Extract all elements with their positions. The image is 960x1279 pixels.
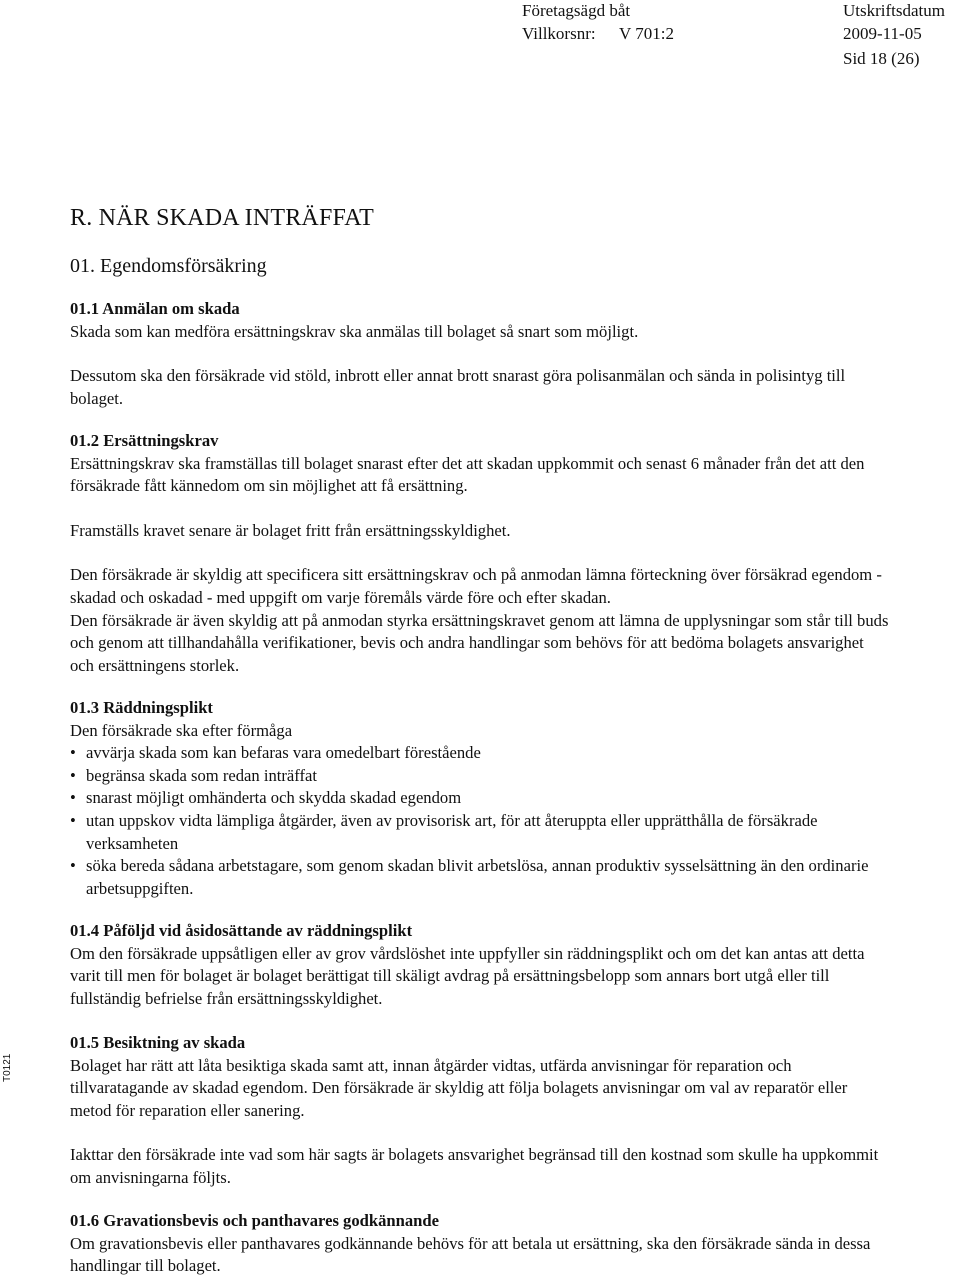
paragraph: Iakttar den försäkrade inte vad som här sagts är bolagets ansvarighet begränsad till den kostnad som skulle ha uppkommit om anvisningarna följts. — [70, 1145, 879, 1187]
bullet-icon: • — [70, 765, 76, 785]
bullet-icon: • — [70, 743, 76, 763]
terms-value: V 701:2 — [619, 24, 674, 43]
section-01-4 — [70, 920, 890, 1010]
list-item-text: utan uppskov vidta lämpliga åtgärder, även av provisorisk art, för att återuppta eller upprätthålla de försäkrade verksamheten — [86, 810, 818, 853]
bullet-icon: • — [70, 810, 76, 830]
print-date-value: 2009-11-05 — [843, 24, 922, 43]
list-item-text: snarast möjligt omhänderta och skydda skadad egendom — [86, 788, 462, 808]
list-item-text: begränsa skada som redan inträffat — [86, 765, 317, 785]
section-heading: 01.1 Anmälan om skada — [70, 299, 240, 318]
list-item — [70, 742, 890, 765]
list-item — [70, 787, 890, 810]
company-label: Företagsägd båt — [522, 1, 631, 20]
section-01-1 — [70, 298, 890, 410]
list-item-text: söka bereda sådana arbetstagare, som genom skadan blivit arbetslösa, annan produktiv sysselsättning än den ordinarie arbetsuppgiften. — [86, 856, 869, 898]
paragraph: Om gravationsbevis eller panthavares godkännande behövs för att betala ut ersättning, ska den försäkrade sända in dessa handlingar till bolaget. — [70, 1233, 871, 1276]
list-item — [70, 765, 890, 788]
paragraph: Den försäkrade är även skyldig att på anmodan styrka ersättningskravet genom att lämna de upplysningar som står till buds och genom att tillhandahålla verifikationer, bevis och andra handlingar som behövs för att bedöma bolagets ansvarighet och ersättningens storlek. — [70, 610, 889, 675]
section-heading: 01.6 Gravationsbevis och panthavares godkännande — [70, 1211, 439, 1230]
section-01-2 — [70, 430, 890, 677]
paragraph: Ersättningskrav ska framställas till bolaget snarast efter det att skadan uppkommit och senast 6 månader från det att den försäkrade fått kännedom om sin möjlighet att få ersättning. — [70, 453, 865, 496]
paragraph: Skada som kan medföra ersättningskrav ska anmälas till bolaget så snart som möjligt. — [70, 321, 639, 341]
paragraph: Den försäkrade ska efter förmåga — [70, 720, 293, 740]
paragraph: Dessutom ska den försäkrade vid stöld, inbrott eller annat brott snarast göra polisanmälan och sända in polisintyg till bolaget. — [70, 366, 846, 408]
paragraph: Den försäkrade är skyldig att specificera sitt ersättningskrav och på anmodan lämna förteckning över försäkrad egendom - skadad och oskadad - med uppgift om varje föremåls värde före och efter skadan. — [70, 565, 882, 607]
paragraph: Bolaget har rätt att låta besiktiga skada samt att, innan åtgärder vidtas, utfärda anvisningar för reparation och tillvaratagande av skadad egendom. Den försäkrade är skyldig att följa bolagets anvisningar om val av reparatör eller metod för reparation eller sanering. — [70, 1055, 848, 1120]
bullet-icon: • — [70, 856, 76, 876]
paragraph: Om den försäkrade uppsåtligen eller av grov vårdslöshet inte uppfyller sin räddningsplikt och om det kan antas att detta varit till men för bolaget är bolaget berättigat till skäligt avdrag på ersättningsbelopp som annars bort utgå eller till fullständig befrielse från ersättningsskyldighet. — [70, 943, 865, 1008]
section-heading: 01.5 Besiktning av skada — [70, 1033, 246, 1052]
document-code: T0121 — [2, 1053, 13, 1082]
section-heading: 01.3 Räddningsplikt — [70, 698, 213, 717]
section-heading: 01.2 Ersättningskrav — [70, 431, 219, 450]
section-01-5 — [70, 1032, 890, 1190]
section-subtitle: 01. Egendomsförsäkring — [70, 255, 267, 277]
print-date-label: Utskriftsdatum — [843, 1, 945, 20]
list-item — [70, 855, 890, 900]
list-item — [70, 810, 890, 855]
chapter-title: R. NÄR SKADA INTRÄFFAT — [70, 205, 375, 231]
section-01-6 — [70, 1210, 890, 1278]
section-heading: 01.4 Påföljd vid åsidosättande av räddningsplikt — [70, 921, 413, 940]
list-item-text: avvärja skada som kan befaras vara omedelbart förestående — [86, 743, 481, 763]
bullet-list — [70, 742, 890, 900]
paragraph: Framställs kravet senare är bolaget fritt från ersättningsskyldighet. — [70, 520, 511, 540]
terms-label: Villkorsnr: — [522, 24, 596, 43]
page-number: Sid 18 (26) — [843, 49, 920, 68]
section-01-3 — [70, 697, 890, 900]
bullet-icon: • — [70, 788, 76, 808]
